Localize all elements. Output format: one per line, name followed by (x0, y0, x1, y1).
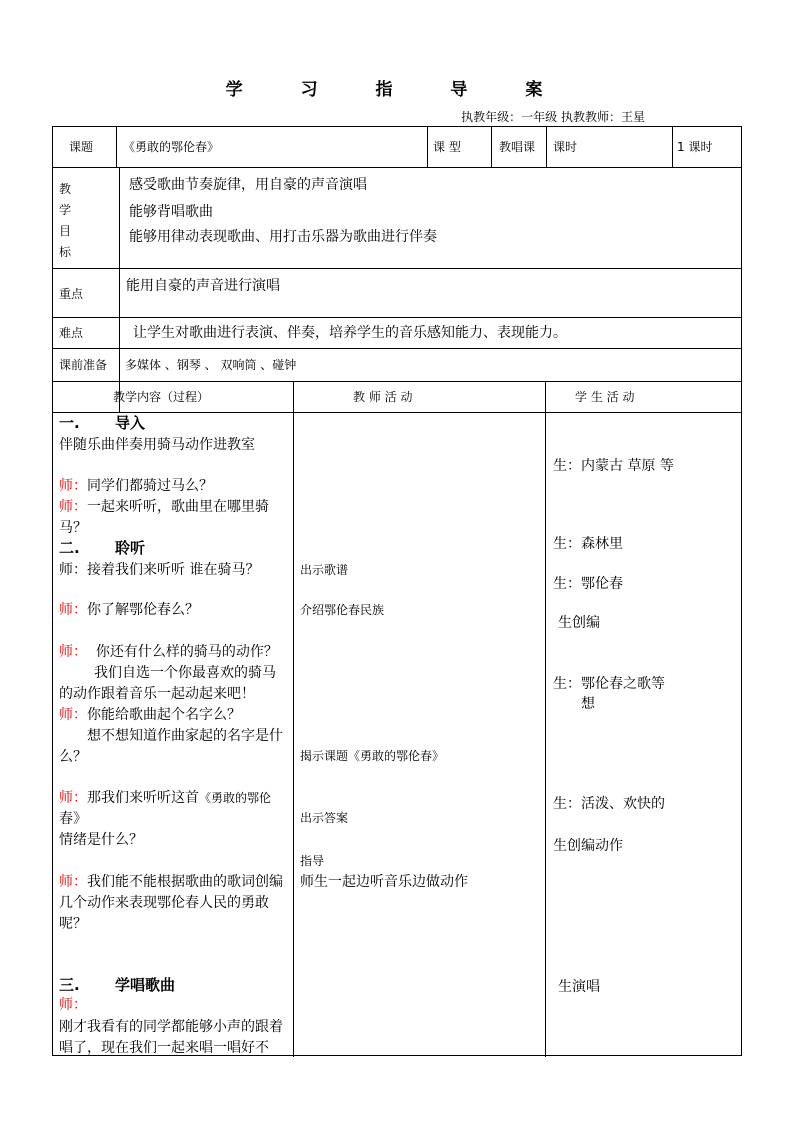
teacher-prefix: 师： (59, 874, 87, 890)
row-divider (53, 381, 741, 382)
teacher-activity: 指导 (300, 854, 325, 868)
content-line: 你能给歌曲起个名字么？ (87, 707, 241, 723)
content-line: 一起来听听，歌曲里在哪里骑 (87, 499, 269, 515)
teacher-prefix: 师： (59, 707, 87, 723)
lesson-plan-table (52, 126, 742, 1056)
student-activity: 生：活泼、欢快的 (553, 796, 665, 812)
row-divider (53, 317, 741, 318)
page-title: 学 习 指 导 案 (225, 80, 569, 100)
objectives-label-4: 标 (59, 245, 72, 259)
section-2-number: 二. (59, 539, 80, 557)
content-line: 春》 (59, 811, 87, 827)
content-line: 师：接着我们来听听 谁在骑马？ (59, 562, 260, 578)
content-line: 情绪是什么？ (59, 832, 143, 848)
row-divider (53, 412, 741, 413)
type-value: 教唱课 (499, 140, 536, 154)
col-divider (293, 381, 294, 1057)
content-line: 刚才我看有的同学都能够小声的跟着 (59, 1019, 283, 1035)
teacher-activity: 师生一起边听音乐边做动作 (300, 874, 468, 890)
col-divider (119, 268, 120, 348)
teacher-activity: 揭示课题《勇敢的鄂伦春》 (300, 749, 445, 763)
student-activity: 生：内蒙古 草原 等 (553, 458, 674, 474)
period-value: 1 课时 (677, 140, 713, 154)
section-3-number: 三. (59, 976, 80, 994)
objective-item: 能够背唱歌曲 (129, 204, 213, 220)
objective-item: 能够用律动表现歌曲、用打击乐器为歌曲进行伴奏 (129, 229, 437, 245)
content-line: 唱了，现在我们一起来唱一唱好不 (59, 1040, 269, 1056)
prep-label: 课前准备 (59, 358, 108, 372)
teacher-prefix: 师： (59, 997, 87, 1013)
content-line: 的动作跟着音乐一起动起来吧！ (59, 686, 255, 702)
section-1-title: 导入 (115, 414, 146, 432)
type-label: 课 型 (433, 140, 461, 154)
objectives-label-3: 目 (59, 224, 72, 238)
column-header-content: 教学内容（过程） (113, 390, 210, 404)
content-line: 几个动作来表现鄂伦春人民的勇敢 (59, 895, 269, 911)
col-divider (545, 381, 546, 1057)
content-line: 你了解鄂伦春么？ (87, 602, 199, 618)
col-divider (119, 167, 120, 268)
row-divider (53, 167, 741, 168)
teacher-activity: 出示歌谱 (300, 563, 349, 577)
objectives-label-1: 教 (59, 182, 72, 196)
content-line: 同学们都骑过马么？ (87, 478, 213, 494)
topic-label: 课题 (69, 140, 94, 154)
student-activity: 生创编动作 (553, 838, 623, 854)
col-divider (427, 127, 428, 167)
teacher-prefix: 师： (59, 790, 87, 806)
col-divider (672, 127, 673, 167)
song-title: 《勇敢的鄂伦 (199, 791, 272, 805)
student-activity: 生演唱 (558, 979, 600, 995)
content-line: 马？ (59, 520, 87, 536)
content-line: 我们自选一个你最喜欢的骑马 (94, 665, 276, 681)
section-2-title: 聆听 (115, 539, 146, 557)
content-line: 想不想知道作曲家起的名字是什 (87, 728, 283, 744)
col-divider (546, 127, 547, 167)
column-header-student: 学 生 活 动 (575, 390, 635, 404)
col-divider (491, 127, 492, 167)
content-line: 我们能不能根据歌曲的歌词创编 (87, 874, 283, 890)
student-activity: 生：鄂伦春 (553, 576, 623, 592)
student-activity: 生：鄂伦春之歌等 (553, 676, 665, 692)
content-line: 那我们来听听这首 (87, 790, 199, 806)
key-point-text: 能用自豪的声音进行演唱 (126, 278, 280, 294)
student-activity: 生：森林里 (553, 536, 623, 552)
difficulty-text: 让学生对歌曲进行表演、伴奏，培养学生的音乐感知能力、表现能力。 (133, 325, 567, 341)
teacher-meta: 执教年级：一年级 执教教师：王星 (461, 110, 645, 124)
objective-item: 感受歌曲节奏旋律，用自豪的声音演唱 (129, 177, 367, 193)
teacher-prefix: 师： (59, 499, 87, 515)
prep-text: 多媒体 、钢琴 、 双响筒 、碰钟 (125, 358, 297, 372)
student-activity: 生创编 (558, 615, 600, 631)
row-divider (53, 268, 741, 269)
objectives-label-2: 学 (59, 203, 72, 217)
teacher-prefix: 师： (59, 602, 87, 618)
difficulty-label: 难点 (59, 326, 84, 340)
student-activity: 想 (581, 696, 595, 712)
section-3-title: 学唱歌曲 (115, 976, 176, 994)
teacher-prefix: 师： (59, 478, 87, 494)
topic-value: 《勇敢的鄂伦春》 (123, 140, 220, 154)
content-line: 呢？ (59, 916, 87, 932)
content-line: 么？ (59, 749, 87, 765)
content-line: 伴随乐曲伴奏用骑马动作进教室 (59, 437, 255, 453)
teacher-activity: 介绍鄂伦春民族 (300, 603, 385, 617)
column-header-teacher: 教 师 活 动 (353, 390, 413, 404)
teacher-activity: 出示答案 (300, 811, 349, 825)
content-line: 你还有什么样的骑马的动作？ (87, 644, 278, 660)
teacher-prefix: 师： (59, 644, 87, 660)
row-divider (53, 348, 741, 349)
period-label: 课时 (553, 140, 578, 154)
key-point-label: 重点 (59, 287, 84, 301)
section-1-number: 一. (59, 414, 80, 432)
col-divider (116, 127, 117, 167)
